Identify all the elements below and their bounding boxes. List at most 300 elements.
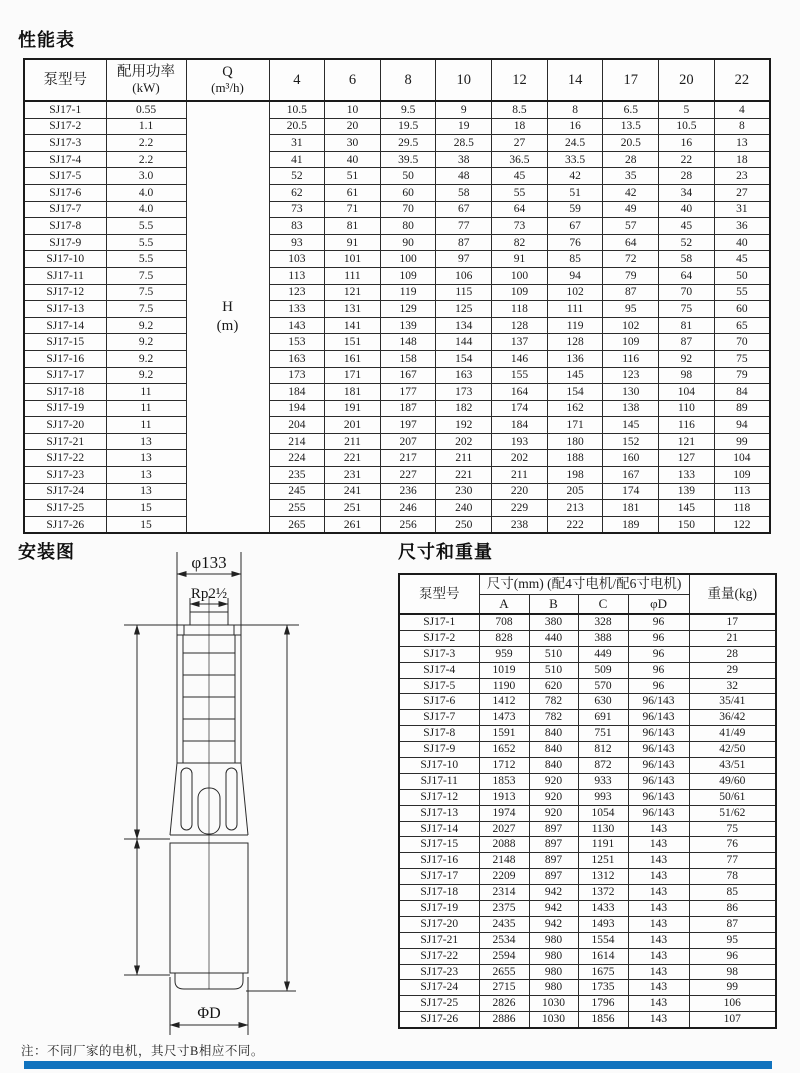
perf-cell: 62 (269, 184, 325, 201)
dims-cell: 35/41 (689, 694, 776, 710)
perf-cell: 201 (325, 417, 381, 434)
dims-cell: 143 (628, 964, 689, 980)
perf-cell: 145 (659, 500, 715, 517)
dims-row-SJ17-23 (399, 964, 776, 980)
perf-cell: 15 (106, 516, 186, 533)
perf-cell: 130 (603, 384, 659, 401)
perf-cell: 193 (492, 433, 548, 450)
perf-cell: 146 (492, 350, 548, 367)
perf-cell: 119 (380, 284, 436, 301)
dims-row-SJ17-13 (399, 805, 776, 821)
dims-cell: 143 (628, 869, 689, 885)
dims-cell: 96/143 (628, 758, 689, 774)
dims-row-SJ17-19 (399, 901, 776, 917)
perf-cell: 181 (603, 500, 659, 517)
dims-row-SJ17-18 (399, 885, 776, 901)
dims-cell: 1019 (479, 662, 529, 678)
dims-row-SJ17-11 (399, 773, 776, 789)
perf-cell: 20 (325, 118, 381, 135)
perf-cell: 0.55 (106, 101, 186, 118)
perf-row-SJ17-1 (24, 101, 770, 118)
perf-cell: 139 (380, 317, 436, 334)
perf-cell: 9.2 (106, 317, 186, 334)
installation-section-title: 安装图 (18, 542, 75, 562)
perf-cell: 70 (659, 284, 715, 301)
perf-cell: 213 (547, 500, 603, 517)
perf-cell: 60 (380, 184, 436, 201)
col-flow-20: 20 (659, 59, 715, 101)
perf-cell: 197 (380, 417, 436, 434)
col-pump-model: 泵型号 (24, 59, 106, 101)
perf-cell: 35 (603, 168, 659, 185)
perf-cell: 50 (714, 267, 770, 284)
dims-cell: 96 (628, 662, 689, 678)
dims-cell: SJ17-15 (399, 837, 479, 853)
perf-cell: 2.2 (106, 151, 186, 168)
perf-cell: 211 (436, 450, 492, 467)
col-flow-6: 6 (325, 59, 381, 101)
perf-cell: 189 (603, 516, 659, 533)
dims-cell: 1030 (529, 996, 578, 1012)
dims-cell: 980 (529, 964, 578, 980)
dims-cell: 78 (689, 869, 776, 885)
dims-cell: 2826 (479, 996, 529, 1012)
dims-cell: 42/50 (689, 742, 776, 758)
dims-cell: 96/143 (628, 789, 689, 805)
dims-cell: 107 (689, 1012, 776, 1028)
perf-row-SJ17-2 (24, 118, 770, 135)
perf-cell: 93 (269, 234, 325, 251)
perf-cell: 13 (106, 450, 186, 467)
perf-row-SJ17-15 (24, 334, 770, 351)
perf-cell: SJ17-2 (24, 118, 106, 135)
perf-cell: 79 (714, 367, 770, 384)
dims-cell: 143 (628, 821, 689, 837)
perf-cell: 109 (380, 267, 436, 284)
perf-cell: 182 (436, 400, 492, 417)
dims-cell: 942 (529, 901, 578, 917)
dims-cell: 1054 (578, 805, 628, 821)
dims-cell: 1614 (578, 948, 628, 964)
perf-cell: 9 (436, 101, 492, 118)
dims-cell: 76 (689, 837, 776, 853)
dims-header-row-1 (399, 574, 776, 595)
perf-cell: 41 (269, 151, 325, 168)
perf-cell: 70 (380, 201, 436, 218)
perf-cell: 57 (603, 218, 659, 235)
performance-table-body (24, 101, 770, 533)
dims-cell: 143 (628, 932, 689, 948)
perf-cell: 100 (380, 251, 436, 268)
col-rated-power: 配用功率 (kW) (106, 59, 186, 101)
dims-cell: SJ17-7 (399, 710, 479, 726)
dims-cell: SJ17-24 (399, 980, 479, 996)
perf-cell: 31 (269, 135, 325, 152)
dims-cell: 2655 (479, 964, 529, 980)
performance-table-header (24, 59, 770, 101)
dims-cell: 1591 (479, 726, 529, 742)
perf-cell: 127 (659, 450, 715, 467)
perf-cell: 27 (492, 135, 548, 152)
perf-cell: 87 (659, 334, 715, 351)
perf-cell: 76 (547, 234, 603, 251)
dims-cell: 1712 (479, 758, 529, 774)
perf-cell: 3.0 (106, 168, 186, 185)
perf-cell: 104 (714, 450, 770, 467)
dims-cell: 449 (578, 646, 628, 662)
perf-cell: 231 (325, 467, 381, 484)
perf-cell: 102 (547, 284, 603, 301)
dims-cell: 32 (689, 678, 776, 694)
perf-cell: SJ17-8 (24, 218, 106, 235)
dim-label-top-diameter: φ133 (191, 553, 227, 572)
perf-cell: 198 (547, 467, 603, 484)
perf-cell: 113 (269, 267, 325, 284)
dims-row-SJ17-9 (399, 742, 776, 758)
dims-cell: 143 (628, 996, 689, 1012)
perf-cell: 64 (659, 267, 715, 284)
dims-cell: 920 (529, 805, 578, 821)
perf-cell: 51 (547, 184, 603, 201)
dims-cell: SJ17-4 (399, 662, 479, 678)
dims-cell: 380 (529, 614, 578, 630)
dims-cell: 49/60 (689, 773, 776, 789)
perf-cell: 67 (436, 201, 492, 218)
perf-cell: 171 (547, 417, 603, 434)
dims-cell: 1030 (529, 1012, 578, 1028)
perf-cell: 64 (603, 234, 659, 251)
perf-cell: 202 (436, 433, 492, 450)
dims-cell: 143 (628, 837, 689, 853)
perf-cell: 6.5 (603, 101, 659, 118)
dims-cell: 570 (578, 678, 628, 694)
dims-cell: SJ17-1 (399, 614, 479, 630)
perf-cell: 236 (380, 483, 436, 500)
dims-cell: 95 (689, 932, 776, 948)
dims-row-SJ17-6 (399, 694, 776, 710)
intake-slot (181, 768, 192, 830)
col-flow-12: 12 (492, 59, 548, 101)
dims-cell: 41/49 (689, 726, 776, 742)
perf-cell: 121 (325, 284, 381, 301)
footer-bar (24, 1061, 772, 1069)
dims-cell: 440 (529, 630, 578, 646)
dims-cell: 99 (689, 980, 776, 996)
perf-cell: 194 (269, 400, 325, 417)
dims-cell: 1853 (479, 773, 529, 789)
perf-row-SJ17-8 (24, 218, 770, 235)
perf-cell: 11 (106, 384, 186, 401)
dims-cell: 43/51 (689, 758, 776, 774)
perf-cell: 100 (492, 267, 548, 284)
dimensions-weight-table (398, 573, 777, 1029)
dims-cell: 86 (689, 901, 776, 917)
perf-cell: 18 (492, 118, 548, 135)
dims-cell: 980 (529, 980, 578, 996)
perf-cell: 13 (106, 483, 186, 500)
dims-cell: SJ17-22 (399, 948, 479, 964)
perf-cell: 60 (714, 301, 770, 318)
perf-cell: SJ17-15 (24, 334, 106, 351)
dimensions-table-body (399, 614, 776, 1028)
dims-cell: 1412 (479, 694, 529, 710)
perf-row-SJ17-25 (24, 500, 770, 517)
perf-cell: 72 (603, 251, 659, 268)
dims-cell: 21 (689, 630, 776, 646)
perf-row-SJ17-23 (24, 467, 770, 484)
perf-cell: 113 (714, 483, 770, 500)
perf-cell: 110 (659, 400, 715, 417)
perf-cell: 13 (106, 467, 186, 484)
dims-cell: SJ17-6 (399, 694, 479, 710)
perf-cell: 137 (492, 334, 548, 351)
perf-cell: SJ17-26 (24, 516, 106, 533)
perf-cell: 94 (714, 417, 770, 434)
perf-cell: 13 (106, 433, 186, 450)
perf-cell: 4 (714, 101, 770, 118)
performance-table (23, 58, 771, 534)
dims-cell: 1433 (578, 901, 628, 917)
perf-row-SJ17-22 (24, 450, 770, 467)
perf-cell: 20.5 (269, 118, 325, 135)
perf-cell: SJ17-16 (24, 350, 106, 367)
perf-cell: 116 (603, 350, 659, 367)
dims-cell: 2886 (479, 1012, 529, 1028)
perf-cell: 5.5 (106, 251, 186, 268)
dims-cell: SJ17-16 (399, 853, 479, 869)
dims-cell: SJ17-12 (399, 789, 479, 805)
dims-cell: SJ17-23 (399, 964, 479, 980)
col-weight: 重量(kg) (689, 574, 776, 614)
perf-cell: 30 (325, 135, 381, 152)
perf-row-SJ17-9 (24, 234, 770, 251)
perf-cell: 131 (325, 301, 381, 318)
perf-cell: SJ17-7 (24, 201, 106, 218)
col-flow-17: 17 (603, 59, 659, 101)
perf-cell: 167 (380, 367, 436, 384)
perf-row-SJ17-7 (24, 201, 770, 218)
dims-cell: SJ17-19 (399, 901, 479, 917)
dims-cell: 328 (578, 614, 628, 630)
perf-row-SJ17-19 (24, 400, 770, 417)
dims-cell: 840 (529, 758, 578, 774)
perf-cell: 116 (659, 417, 715, 434)
perf-cell: 87 (603, 284, 659, 301)
dims-cell: 2027 (479, 821, 529, 837)
dims-row-SJ17-2 (399, 630, 776, 646)
perf-row-SJ17-6 (24, 184, 770, 201)
perf-cell: 164 (492, 384, 548, 401)
dims-cell: 85 (689, 885, 776, 901)
perf-cell: 173 (269, 367, 325, 384)
dims-row-SJ17-7 (399, 710, 776, 726)
col-flow-10: 10 (436, 59, 492, 101)
perf-cell: SJ17-14 (24, 317, 106, 334)
dims-cell: 77 (689, 853, 776, 869)
perf-cell: 31 (714, 201, 770, 218)
perf-row-SJ17-10 (24, 251, 770, 268)
perf-cell: 141 (325, 317, 381, 334)
footnote: 注：不同厂家的电机，其尺寸B相应不同。 (21, 1044, 264, 1058)
perf-cell: 81 (659, 317, 715, 334)
perf-cell: 145 (603, 417, 659, 434)
dims-cell: 1735 (578, 980, 628, 996)
dims-cell: 993 (578, 789, 628, 805)
perf-cell: 5 (659, 101, 715, 118)
perf-cell: 83 (269, 218, 325, 235)
dims-cell: 942 (529, 916, 578, 932)
dims-cell: 1190 (479, 678, 529, 694)
dims-row-SJ17-15 (399, 837, 776, 853)
perf-row-SJ17-4 (24, 151, 770, 168)
dims-cell: 959 (479, 646, 529, 662)
dims-cell: 828 (479, 630, 529, 646)
dims-cell: 980 (529, 932, 578, 948)
perf-cell: 151 (325, 334, 381, 351)
dims-cell: 143 (628, 948, 689, 964)
perf-cell: SJ17-22 (24, 450, 106, 467)
perf-cell: 222 (547, 516, 603, 533)
perf-row-SJ17-13 (24, 301, 770, 318)
dim-label-thread: Rp2½ (190, 586, 228, 602)
perf-cell: 227 (380, 467, 436, 484)
perf-row-SJ17-20 (24, 417, 770, 434)
dims-row-SJ17-26 (399, 1012, 776, 1028)
perf-cell: 161 (325, 350, 381, 367)
perf-cell: 115 (436, 284, 492, 301)
dims-cell: 96/143 (628, 742, 689, 758)
dims-cell: 2435 (479, 916, 529, 932)
perf-row-SJ17-18 (24, 384, 770, 401)
dims-cell: 143 (628, 901, 689, 917)
dims-cell: 1856 (578, 1012, 628, 1028)
perf-cell: 9.2 (106, 367, 186, 384)
perf-cell: 174 (492, 400, 548, 417)
dims-cell: 897 (529, 837, 578, 853)
dims-cell: 143 (628, 885, 689, 901)
col-flow-8: 8 (380, 59, 436, 101)
perf-cell: 52 (659, 234, 715, 251)
perf-cell: SJ17-13 (24, 301, 106, 318)
dims-row-SJ17-25 (399, 996, 776, 1012)
dims-cell: 2594 (479, 948, 529, 964)
dims-cell: 96 (628, 630, 689, 646)
perf-cell: 153 (269, 334, 325, 351)
perf-cell: 144 (436, 334, 492, 351)
perf-cell: 238 (492, 516, 548, 533)
perf-cell: 18 (714, 151, 770, 168)
dims-cell: 509 (578, 662, 628, 678)
perf-cell: 109 (714, 467, 770, 484)
dims-cell: 980 (529, 948, 578, 964)
perf-cell: 36 (714, 218, 770, 235)
perf-cell: 152 (603, 433, 659, 450)
perf-cell: 214 (269, 433, 325, 450)
perf-cell: 10.5 (269, 101, 325, 118)
perf-cell: 111 (547, 301, 603, 318)
perf-cell: SJ17-23 (24, 467, 106, 484)
dims-row-SJ17-1 (399, 614, 776, 630)
perf-cell: 123 (269, 284, 325, 301)
perf-cell: 250 (436, 516, 492, 533)
perf-cell: 180 (547, 433, 603, 450)
dims-cell: 620 (529, 678, 578, 694)
perf-cell: 162 (547, 400, 603, 417)
perf-cell: 133 (659, 467, 715, 484)
perf-cell: 59 (547, 201, 603, 218)
perf-cell: 111 (325, 267, 381, 284)
perf-cell: 89 (714, 400, 770, 417)
perf-header-row (24, 59, 770, 101)
perf-row-SJ17-17 (24, 367, 770, 384)
dims-cell: 840 (529, 726, 578, 742)
perf-cell: 217 (380, 450, 436, 467)
perf-cell: 8 (547, 101, 603, 118)
perf-cell: 106 (436, 267, 492, 284)
perf-cell: 79 (603, 267, 659, 284)
perf-cell: 192 (436, 417, 492, 434)
dims-cell: SJ17-25 (399, 996, 479, 1012)
perf-cell: 184 (492, 417, 548, 434)
perf-cell: 9.2 (106, 334, 186, 351)
dims-cell: 96/143 (628, 773, 689, 789)
dims-cell: SJ17-14 (399, 821, 479, 837)
perf-cell: 80 (380, 218, 436, 235)
perf-cell: 28.5 (436, 135, 492, 152)
perf-cell: 51 (325, 168, 381, 185)
dims-cell: SJ17-26 (399, 1012, 479, 1028)
perf-cell: 211 (492, 467, 548, 484)
perf-cell: 7.5 (106, 267, 186, 284)
head-unit-cell: H (m) (186, 101, 269, 533)
perf-cell: 261 (325, 516, 381, 533)
dims-cell: 1554 (578, 932, 628, 948)
perf-cell: 109 (492, 284, 548, 301)
perf-cell: 65 (714, 317, 770, 334)
perf-cell: 119 (547, 317, 603, 334)
perf-cell: 9.5 (380, 101, 436, 118)
dims-cell: 143 (628, 1012, 689, 1028)
perf-cell: 202 (492, 450, 548, 467)
perf-cell: 75 (714, 350, 770, 367)
perf-cell: 91 (325, 234, 381, 251)
perf-cell: 221 (436, 467, 492, 484)
dims-cell: SJ17-8 (399, 726, 479, 742)
perf-cell: 27 (714, 184, 770, 201)
dims-cell: 840 (529, 742, 578, 758)
dims-cell: 96/143 (628, 694, 689, 710)
perf-cell: SJ17-6 (24, 184, 106, 201)
perf-cell: 158 (380, 350, 436, 367)
dimensions-section-title: 尺寸和重量 (398, 542, 493, 562)
col-dim-B: B (529, 595, 578, 615)
dims-cell: 2375 (479, 901, 529, 917)
perf-cell: 71 (325, 201, 381, 218)
perf-cell: 91 (492, 251, 548, 268)
dims-cell: 1473 (479, 710, 529, 726)
perf-cell: 163 (436, 367, 492, 384)
perf-cell: SJ17-19 (24, 400, 106, 417)
dims-cell: 143 (628, 980, 689, 996)
perf-cell: 75 (659, 301, 715, 318)
dims-cell: 630 (578, 694, 628, 710)
perf-row-SJ17-26 (24, 516, 770, 533)
perf-cell: 45 (714, 251, 770, 268)
dims-cell: 143 (628, 853, 689, 869)
perf-cell: 7.5 (106, 284, 186, 301)
dimensions-table-header (399, 574, 776, 614)
dims-cell: 96/143 (628, 710, 689, 726)
